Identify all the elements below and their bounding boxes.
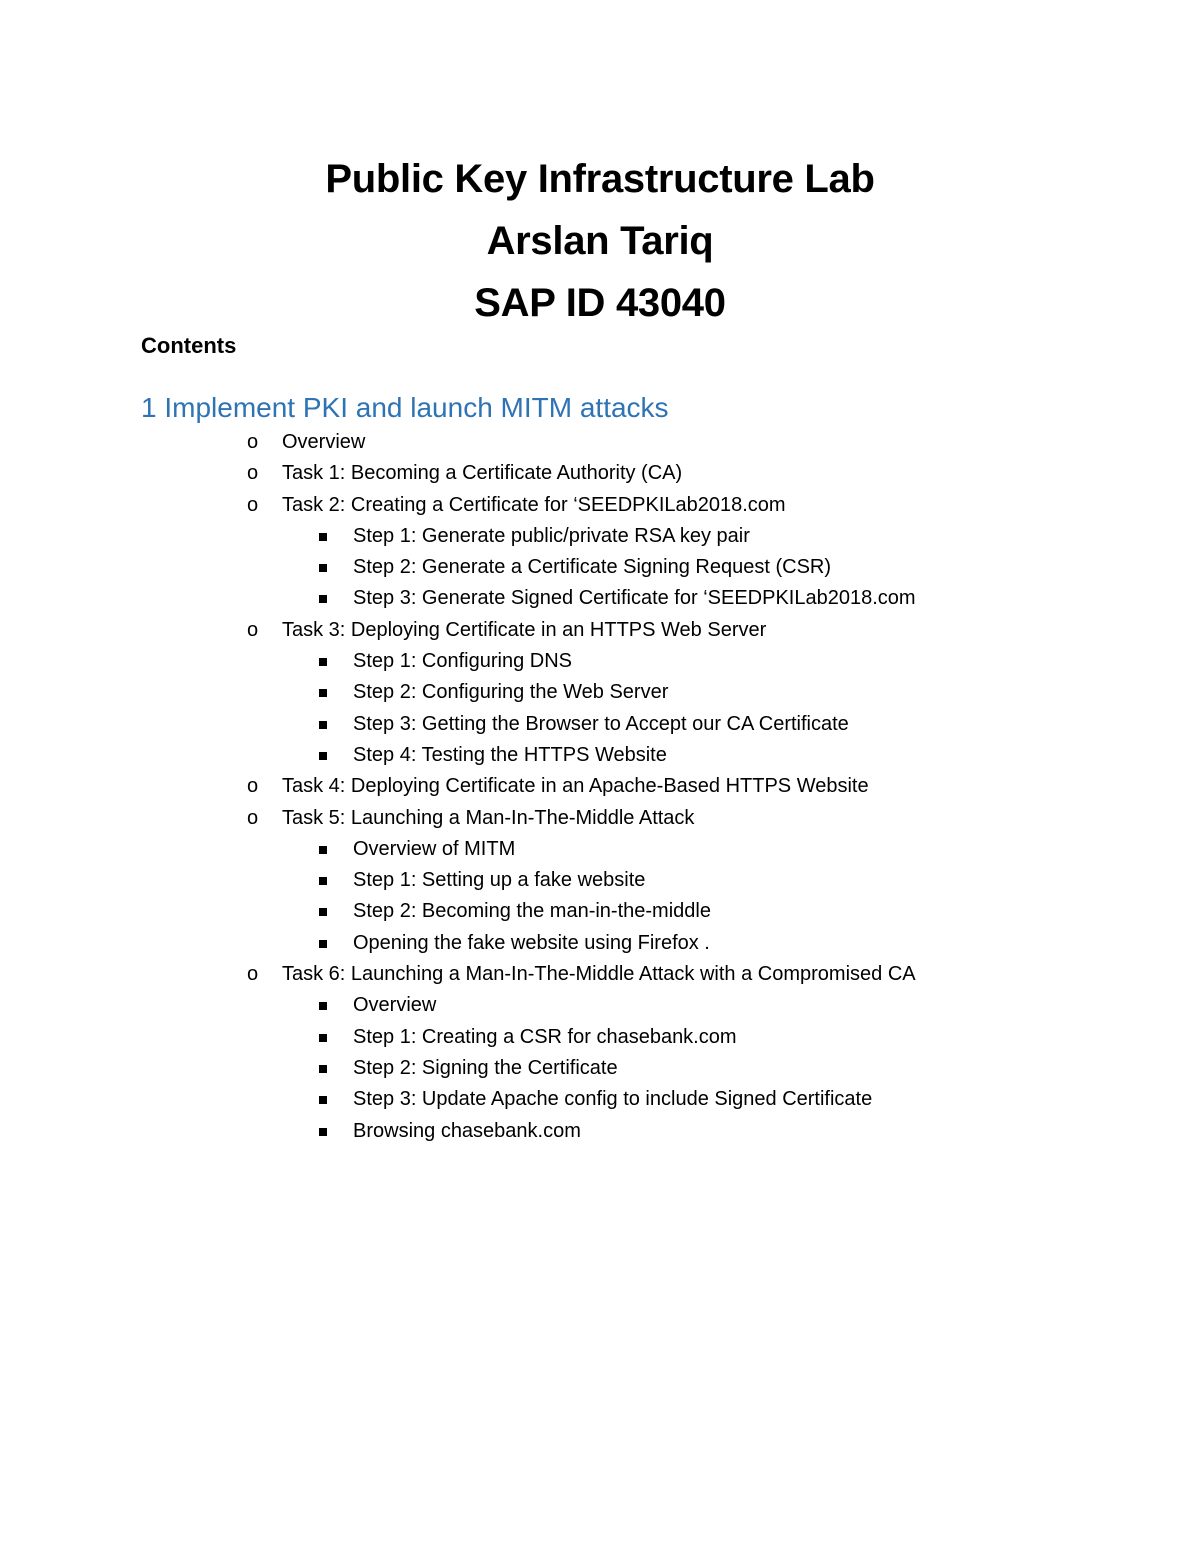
sap-id: SAP ID 43040 bbox=[474, 281, 726, 325]
circle-bullet-icon: o bbox=[247, 431, 259, 453]
circle-bullet-icon: o bbox=[247, 963, 259, 986]
square-bullet-icon bbox=[319, 658, 327, 666]
square-bullet-icon bbox=[319, 1096, 327, 1104]
square-bullet-icon bbox=[319, 1002, 327, 1010]
toc-entry-label: Step 2: Signing the Certificate bbox=[353, 1056, 618, 1079]
toc-entry-label: Task 4: Deploying Certificate in an Apache-Based HTTPS Website bbox=[282, 775, 869, 798]
table-of-contents bbox=[0, 427, 1200, 1147]
toc-entry-task[interactable] bbox=[0, 959, 1200, 990]
square-bullet-icon bbox=[319, 689, 327, 697]
toc-entry-label: Overview of MITM bbox=[353, 837, 516, 860]
author-name: Arslan Tariq bbox=[486, 219, 714, 263]
toc-entry-step[interactable] bbox=[0, 834, 1200, 865]
toc-entry-label: Browsing chasebank.com bbox=[353, 1119, 581, 1142]
toc-entry-label: Step 2: Generate a Certificate Signing Request (CSR) bbox=[353, 556, 832, 579]
square-bullet-icon bbox=[319, 533, 327, 541]
section-heading[interactable]: 1 Implement PKI and launch MITM attacks bbox=[141, 392, 669, 423]
toc-entry-step[interactable] bbox=[0, 521, 1200, 552]
toc-entry-label: Task 6: Launching a Man-In-The-Middle Attack with a Compromised CA bbox=[282, 963, 916, 986]
toc-entry-label: Task 2: Creating a Certificate for ‘SEEDPKILab2018.com bbox=[282, 493, 786, 516]
toc-entry-task[interactable] bbox=[0, 803, 1200, 834]
toc-entry-label: Task 3: Deploying Certificate in an HTTPS Web Server bbox=[282, 618, 767, 641]
toc-entry-step[interactable] bbox=[0, 646, 1200, 677]
toc-entry-label: Overview bbox=[282, 431, 366, 453]
toc-entry-step[interactable] bbox=[0, 552, 1200, 583]
toc-entry-step[interactable] bbox=[0, 677, 1200, 708]
toc-entry-step[interactable] bbox=[0, 896, 1200, 927]
contents-heading: Contents bbox=[141, 333, 237, 358]
toc-entry-task[interactable] bbox=[0, 458, 1200, 489]
circle-bullet-icon: o bbox=[247, 493, 259, 516]
circle-bullet-icon: o bbox=[247, 806, 259, 829]
toc-entry-label: Step 1: Creating a CSR for chasebank.com bbox=[353, 1025, 737, 1048]
toc-entry-step[interactable] bbox=[0, 1116, 1200, 1147]
square-bullet-icon bbox=[319, 721, 327, 729]
square-bullet-icon bbox=[319, 564, 327, 572]
square-bullet-icon bbox=[319, 752, 327, 760]
square-bullet-icon bbox=[319, 1128, 327, 1136]
toc-entry-step[interactable] bbox=[0, 865, 1200, 896]
toc-entry-task[interactable] bbox=[0, 427, 1200, 458]
toc-entry-label: Step 1: Setting up a fake website bbox=[353, 869, 646, 892]
square-bullet-icon bbox=[319, 846, 327, 854]
toc-entry-label: Step 1: Generate public/private RSA key pair bbox=[353, 524, 750, 547]
toc-entry-step[interactable] bbox=[0, 1022, 1200, 1053]
toc-entry-step[interactable] bbox=[0, 990, 1200, 1021]
toc-entry-task[interactable] bbox=[0, 615, 1200, 646]
toc-entry-label: Step 4: Testing the HTTPS Website bbox=[353, 743, 667, 766]
toc-entry-step[interactable] bbox=[0, 583, 1200, 614]
toc-entry-step[interactable] bbox=[0, 1053, 1200, 1084]
toc-entry-label: Step 2: Configuring the Web Server bbox=[353, 681, 669, 704]
toc-entry-label: Step 3: Update Apache config to include Signed Certificate bbox=[353, 1088, 873, 1111]
square-bullet-icon bbox=[319, 940, 327, 948]
toc-entry-step[interactable] bbox=[0, 1084, 1200, 1115]
toc-entry-label: Step 3: Generate Signed Certificate for ‘SEEDPKILab2018.com bbox=[353, 587, 916, 610]
circle-bullet-icon: o bbox=[247, 775, 259, 798]
circle-bullet-icon: o bbox=[247, 618, 259, 641]
square-bullet-icon bbox=[319, 595, 327, 603]
toc-entry-label: Step 1: Configuring DNS bbox=[353, 650, 573, 673]
toc-entry-label: Opening the fake website using Firefox . bbox=[353, 931, 710, 954]
toc-entry-label: Overview bbox=[353, 994, 437, 1017]
toc-entry-label: Step 2: Becoming the man-in-the-middle bbox=[353, 900, 711, 923]
toc-entry-task[interactable] bbox=[0, 490, 1200, 521]
toc-entry-task[interactable] bbox=[0, 771, 1200, 802]
square-bullet-icon bbox=[319, 908, 327, 916]
toc-entry-step[interactable] bbox=[0, 709, 1200, 740]
square-bullet-icon bbox=[319, 877, 327, 885]
toc-entry-step[interactable] bbox=[0, 928, 1200, 959]
toc-entry-label: Task 5: Launching a Man-In-The-Middle Attack bbox=[282, 806, 695, 829]
circle-bullet-icon: o bbox=[247, 462, 259, 485]
toc-entry-label: Step 3: Getting the Browser to Accept our CA Certificate bbox=[353, 712, 849, 735]
toc-entry-label: Task 1: Becoming a Certificate Authority (CA) bbox=[282, 462, 683, 485]
square-bullet-icon bbox=[319, 1065, 327, 1073]
toc-entry-step[interactable] bbox=[0, 740, 1200, 771]
document-title: Public Key Infrastructure Lab bbox=[325, 157, 875, 201]
title-block bbox=[0, 148, 1200, 334]
square-bullet-icon bbox=[319, 1034, 327, 1042]
